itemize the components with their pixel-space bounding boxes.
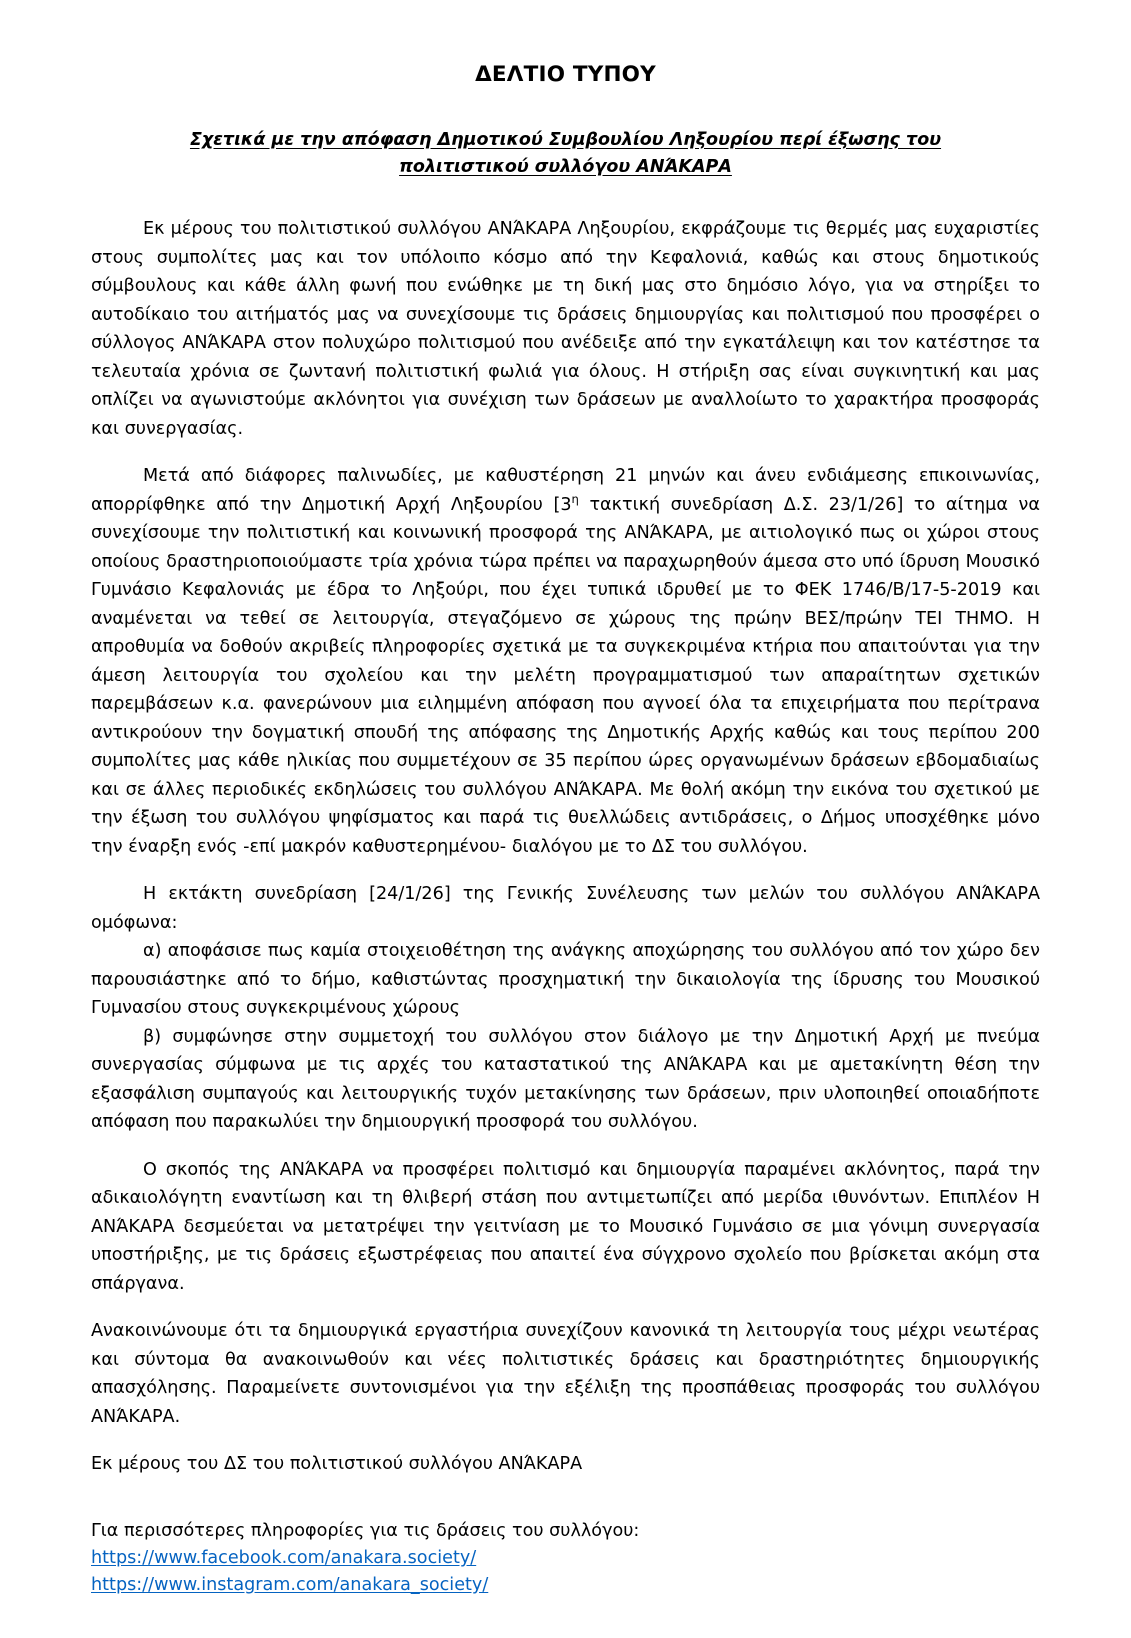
document-subtitle — [91, 127, 1040, 181]
paragraph-decision-part2: τακτική συνεδρίαση Δ.Σ. 23/1/26] το αίτημα να συνεχίσουμε την πολιτιστική και κοινωνική προσφορά της ΑΝΆΚΑΡΑ, με αιτιολογικό πως οι χώροι στους οποίους δραστηριοποιούμαστε τρία χρόνια τώρα πρέπει να παραχωρηθούν άμεσα στο υπό ίδρυση Μουσικό Γυμνάσιο Κεφαλονιάς με έδρα το Ληξούρι, που έχει τυπικά ιδρυθεί με το ΦΕΚ 1746/Β/17-5-2019 και αναμένεται να τεθεί σε λειτουργία, στεγαζόμενο σε χώρους της πρώην ΒΕΣ/πρώην ΤΕΙ ΤΗΜΟ. Η απροθυμία να δοθούν ακριβείς πληροφορίες σχετικά με τα συγκεκριμένα κτήρια που απαιτούνται για την άμεση λειτουργία του σχολείου και την μελέτη προγραμματισμού των απαραίτητων σχετικών παρεμβάσεων κ.α. φανερώνουν μια ειλημμένη απόφαση που αγνοεί όλα τα επιχειρήματα που περίτρανα αντικρούουν την δογματική σπουδή της απόφασης της Δημοτικής Αρχής καθώς και τους περίπου 200 συμπολίτες μας κάθε ηλικίας που συμμετέχουν σε 35 περίπου ώρες οργανωμένων δράσεων εβδομαδιαίως και σε άλλες περιοδικές εκδηλώσεις του συλλόγου ΑΝΆΚΑΡΑ. Με θολή ακόμη την εικόνα του σχετικού με την έξωση του συλλόγου ψηφίσματος και παρά τις θυελλώδεις αντιδράσεις, ο Δήμος υποσχέθηκε μόνο την έναρξη ενός -επί μακρόν καθυστερημένου- διαλόγου με το ΔΣ του συλλόγου. — [91, 494, 1040, 857]
paragraph-decision — [91, 462, 1040, 861]
page-title: ΔΕΛΤΙΟ ΤΥΠΟΥ — [475, 62, 656, 87]
subtitle-line-2: πολιτιστικού συλλόγου ΑΝΆΚΑΡΑ — [399, 157, 732, 177]
instagram-link[interactable]: https://www.instagram.com/anakara_society/ — [91, 1574, 489, 1595]
paragraph-announcement: Ανακοινώνουμε ότι τα δημιουργικά εργαστήρια συνεχίζουν κανονικά τη λειτουργία τους μέχρι νεωτέρας και σύντομα θα ανακοινωθούν και νέες πολιτιστικές δράσεις και δραστηριότητες δημιουργικής απασχόλησης. Παραμείνετε συντονισμένοι για την εξέλιξη της προσπάθειας προσφοράς του συλλόγου ΑΝΆΚΑΡΑ. — [91, 1321, 1040, 1427]
ordinal-superscript: η — [571, 491, 579, 506]
paragraph-resolution-b: β) συμφώνησε στην συμμετοχή του συλλόγου στον διάλογο με την Δημοτική Αρχή με πνεύμα συνεργασίας σύμφωνα με τις αρχές του καταστατικού της ΑΝΆΚΑΡΑ και με αμετακίνητη θέση την εξασφάλιση συμπαγούς και λειτουργικής τυχόν μετακίνησης των δράσεων, πριν υλοποιηθεί οποιαδήποτε απόφαση που παρακωλύει την δημιουργική προσφορά του συλλόγου. — [91, 1026, 1040, 1133]
signoff-spacer — [91, 1479, 1040, 1498]
subtitle-line-1: Σχετικά με την απόφαση Δημοτικού Συμβουλίου Ληξουρίου περί έξωσης του — [189, 129, 942, 150]
paragraph-purpose: Ο σκοπός της ΑΝΆΚΑΡΑ να προσφέρει πολιτισμό και δημιουργία παραμένει ακλόνητος, παρά την αδικαιολόγητη εναντίωση και τη θλιβερή στάση που αντιμετωπίζει από μερίδα ιθυνόντων. Επιπλέον Η ΑΝΆΚΑΡΑ δεσμεύεται να μετατρέψει την γειτνίαση με το Μουσικό Γυμνάσιο σε μια γόνιμη συνεργασία υποστήριξης, με τις δράσεις εξωστρέφειας που απαιτεί ένα σύγχρονο σχολείο που βρίσκεται ακόμη στα σπάργανα. — [91, 1159, 1040, 1294]
paragraph-decision-part1: Μετά από διάφορες παλινωδίες, με καθυστέρηση 21 μηνών και άνευ ενδιάμεσης επικοινωνίας, απορρίφθηκε από την Δημοτική Αρχή Ληξουρίου [3 — [91, 466, 1040, 515]
paragraph-resolution-a: α) αποφάσισε πως καμία στοιχειοθέτηση της ανάγκης αποχώρησης του συλλόγου από τον χώρο δεν παρουσιάστηκε από το δήμο, καθιστώντας προσχηματική την δικαιολογία της ίδρυσης του Μουσικού Γυμνασίου στους συγκεκριμένους χώρους — [91, 941, 1040, 1019]
more-info-label: Για περισσότερες πληροφορίες για τις δράσεις του συλλόγου: — [91, 1520, 640, 1541]
paragraph-assembly-intro: Η εκτάκτη συνεδρίαση [24/1/26] της Γενικής Συνέλευσης των μελών του συλλόγου ΑΝΆΚΑΡΑ ομόφωνα: — [91, 884, 1040, 933]
contact-links-block — [91, 1517, 1040, 1598]
signoff-text: Εκ μέρους του ΔΣ του πολιτιστικού συλλόγου ΑΝΆΚΑΡΑ — [91, 1454, 583, 1475]
facebook-link[interactable]: https://www.facebook.com/anakara.society/ — [91, 1548, 477, 1569]
paragraph-thanks: Εκ μέρους του πολιτιστικού συλλόγου ΑΝΆΚΑΡΑ Ληξουρίου, εκφράζουμε τις θερμές μας ευχαριστίες στους συμπολίτες μας και τον υπόλοιπο κόσμο από την Κεφαλονιά, καθώς και στους δημοτικούς σύμβουλους και κάθε άλλη φωνή που ενώθηκε με τη δική μας στο δημόσιο λόγο, για να στηρίξει το αυτοδίκαιο του αιτήματός μας να συνεχίσουμε τις δράσεις δημιουργίας και πολιτισμού που προσφέρει ο σύλλογος ΑΝΆΚΑΡΑ στον πολυχώρο πολιτισμού που ανέδειξε από την εγκατάλειψη και τον κατέστησε τα τελευταία χρόνια σε ζωντανή πολιτιστική φωλιά για όλους. Η στήριξη σας είναι συγκινητική και μας οπλίζει να αγωνιστούμε ακλόνητοι για συνέχιση των δράσεων με αναλλοίωτο το χαρακτήρα προσφοράς και συνεργασίας. — [91, 219, 1040, 439]
